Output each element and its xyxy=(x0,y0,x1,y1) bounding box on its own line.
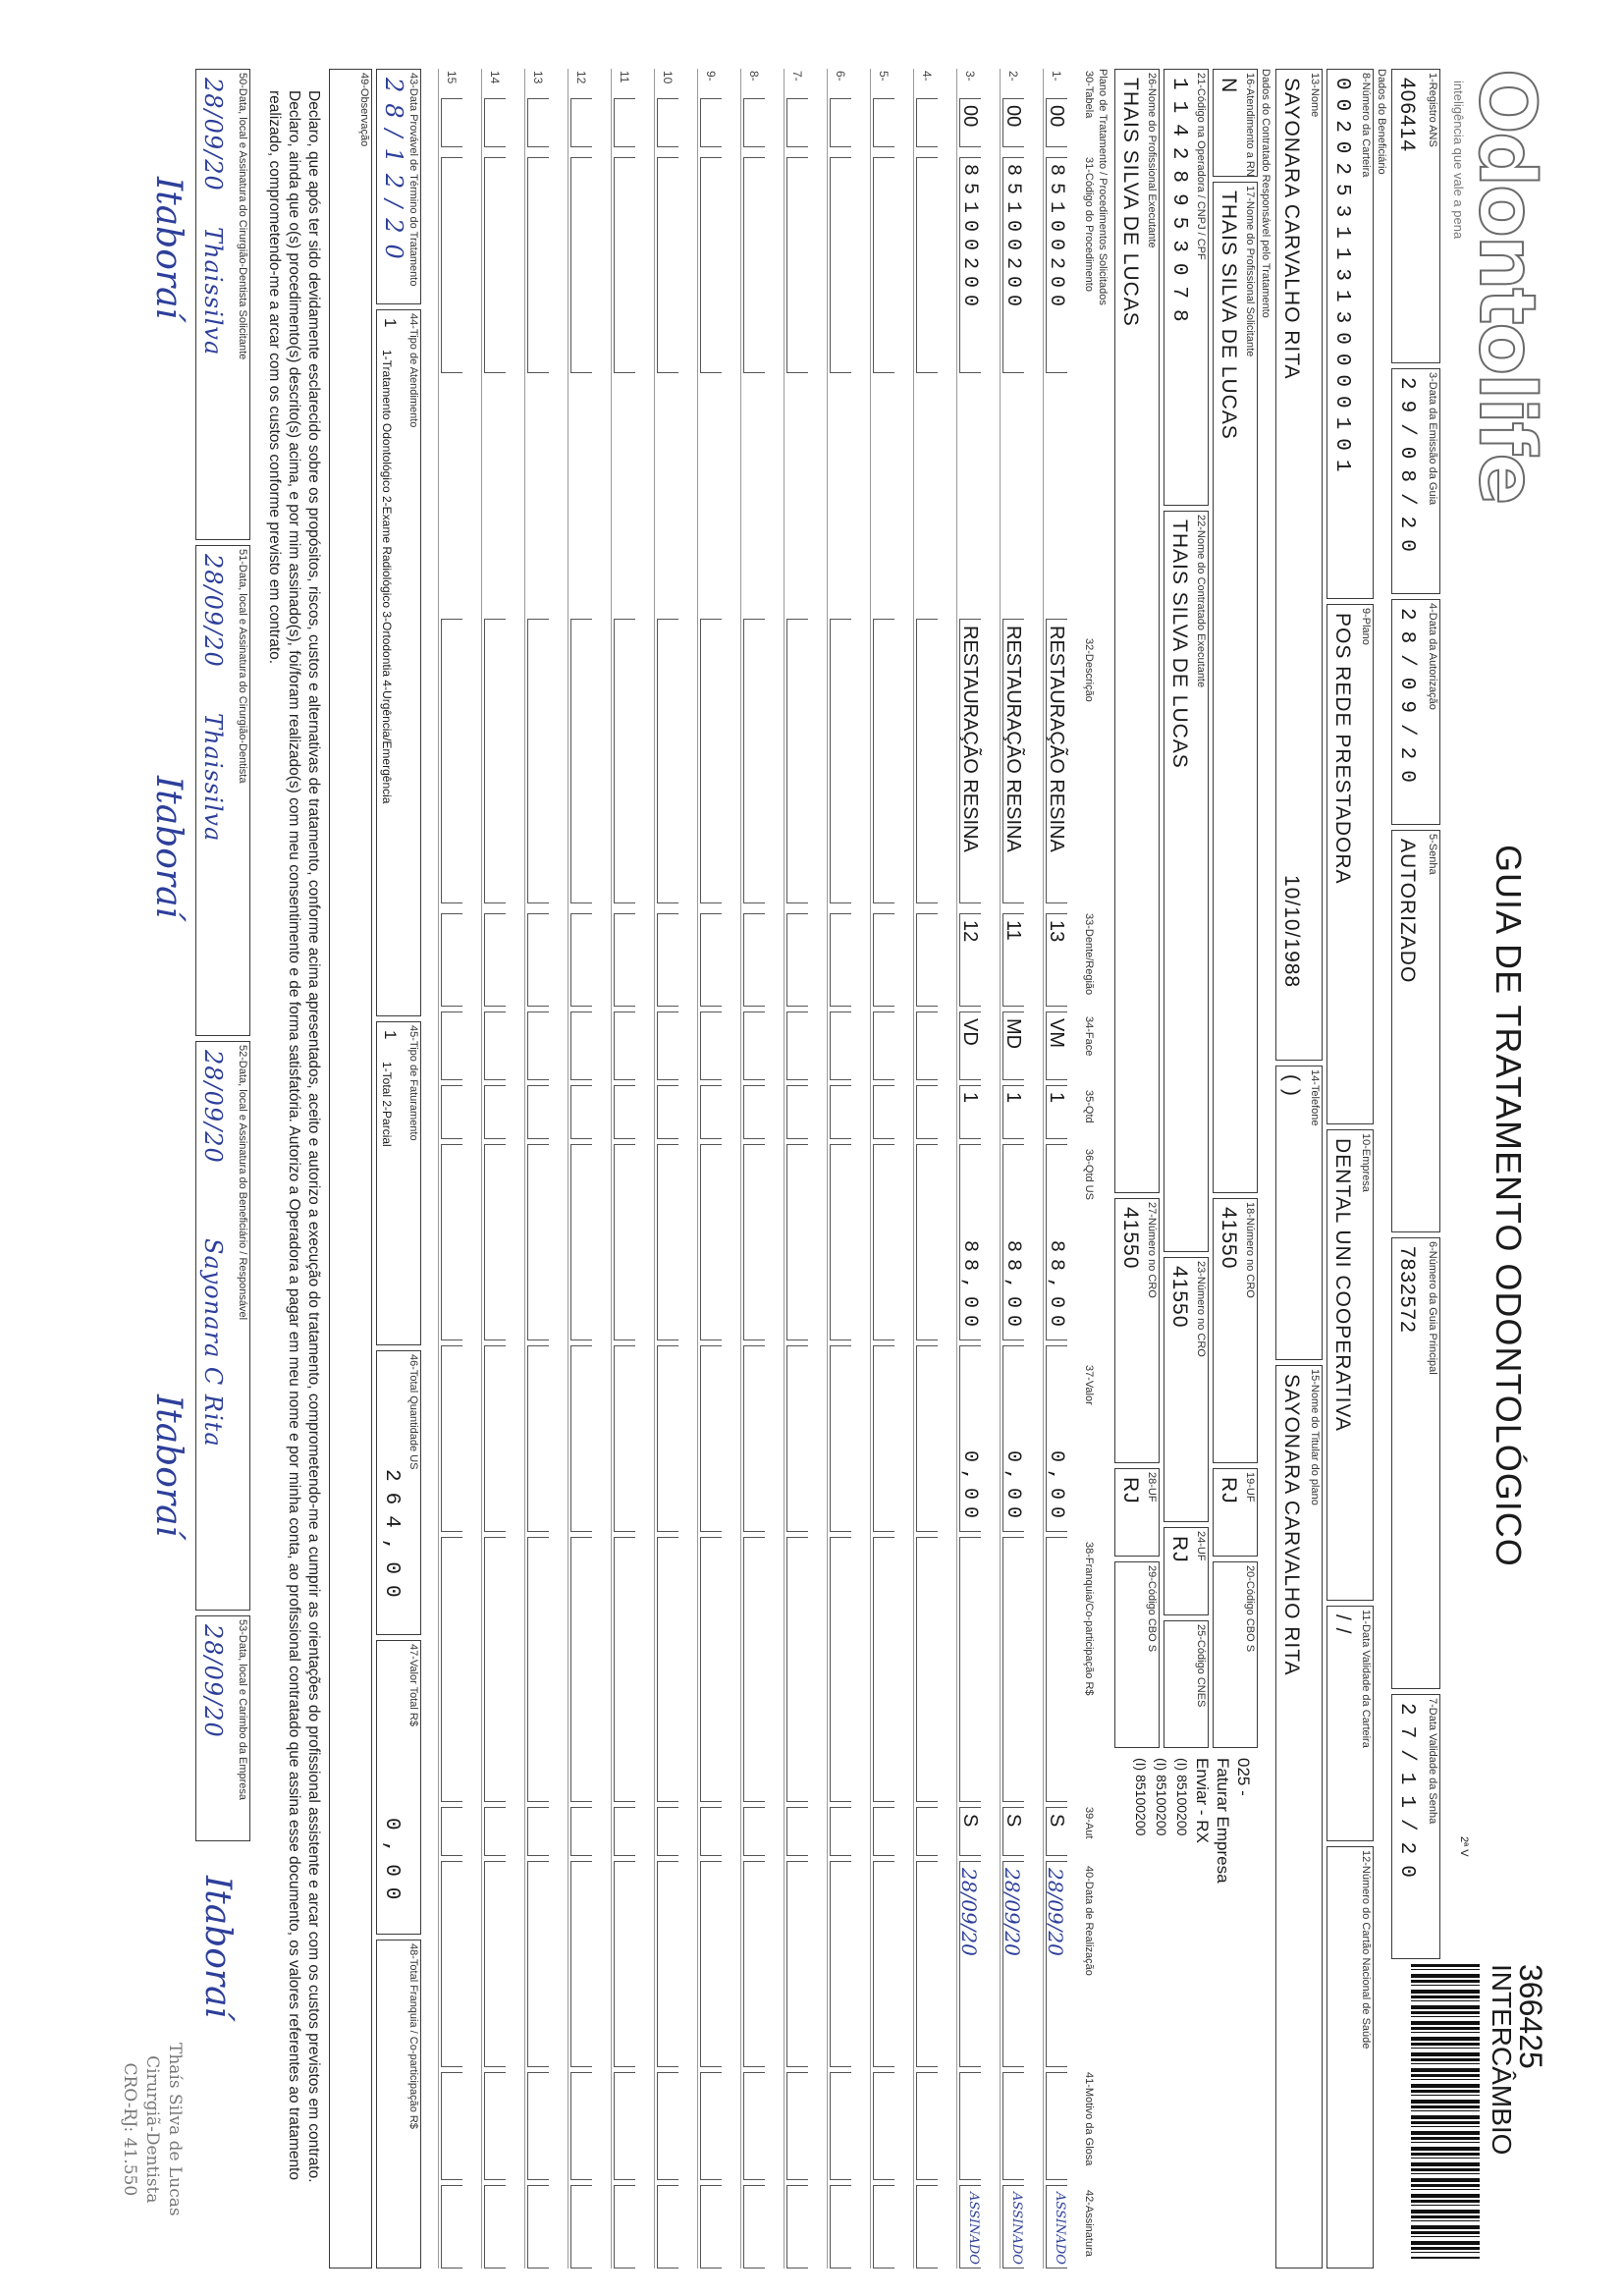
row-number: 14 xyxy=(488,71,502,84)
table-row xyxy=(740,69,775,2269)
cell-qtd xyxy=(484,1085,506,1139)
plano-field: 9-Plano POS REDE PRESTADORA xyxy=(1326,604,1374,1124)
cell-us xyxy=(527,1144,549,1340)
cell-descricao xyxy=(873,619,894,903)
cell-tabela xyxy=(743,98,765,147)
row-number: 11 xyxy=(618,71,631,83)
cell-qtd: 1 xyxy=(1046,1085,1067,1139)
cell-face xyxy=(873,1011,894,1080)
cell-assinatura xyxy=(570,2185,592,2269)
cell-glosa xyxy=(484,2072,506,2180)
validade-senha-field: 7-Data Validade da Senha 27/11/20 xyxy=(1391,1694,1440,1959)
cell-assinatura xyxy=(873,2185,894,2269)
cell-face xyxy=(614,1011,635,1080)
cell-aut xyxy=(570,1807,592,1856)
logo-text: Odontolife xyxy=(1462,69,1550,504)
handwritten-place: Itaboraí xyxy=(148,1394,189,1538)
barcode xyxy=(1411,1964,1480,2259)
row-number: 8- xyxy=(747,71,761,82)
dados-contratado-heading: Dados do Contratado Responsável pelo Tratamento xyxy=(1260,69,1272,318)
cell-codigo xyxy=(441,157,462,373)
row-number: 9- xyxy=(704,71,718,82)
cell-valor xyxy=(873,1345,894,1532)
cell-descricao xyxy=(700,619,722,903)
table-row xyxy=(784,69,818,2269)
row-number: 5- xyxy=(877,71,891,82)
total-us-field: 46-Total Quantidade US 264,00 xyxy=(376,1350,421,1635)
cell-face xyxy=(700,1011,722,1080)
cell-franq xyxy=(657,1537,678,1802)
cell-codigo xyxy=(916,157,938,373)
cell-franq xyxy=(743,1537,765,1802)
cell-dente xyxy=(570,913,592,1007)
cell-tabela xyxy=(700,98,722,147)
cell-aut xyxy=(743,1807,765,1856)
dentist-stamp: Thaís Silva de Lucas Cirurgiã-Dentista CRO-RJ: 41.550 xyxy=(120,2043,185,2216)
row-number: 2- xyxy=(1006,71,1020,82)
cell-face: MD xyxy=(1002,1011,1024,1080)
cell-data xyxy=(743,1861,765,2067)
cell-dente xyxy=(786,913,808,1007)
data-autorizacao-field: 4-Data da Autorização 28/09/20 xyxy=(1391,599,1440,825)
sig52-signature: Sayonara C Rita xyxy=(199,1238,227,1448)
intercambio-label: INTERCÂMBIO xyxy=(1487,1964,1517,2156)
uf-solicitante-field: 19-UF RJ xyxy=(1213,1468,1258,1557)
cell-us xyxy=(657,1144,678,1340)
cell-dente: 12 xyxy=(959,913,981,1007)
note-line: Enviar - RX xyxy=(1193,1758,1212,1843)
cell-tabela xyxy=(873,98,894,147)
sig51-signature: Thaissilva xyxy=(199,713,227,843)
cell-us xyxy=(484,1144,506,1340)
cell-codigo xyxy=(614,157,635,373)
cell-us xyxy=(743,1144,765,1340)
cell-codigo: 85100200 xyxy=(1046,157,1067,373)
cell-face xyxy=(527,1011,549,1080)
cell-face xyxy=(570,1011,592,1080)
empresa-field: 10-Empresa DENTAL UNI COOPERATIVA xyxy=(1326,1129,1374,1601)
cell-franq xyxy=(1046,1537,1067,1802)
cell-us xyxy=(873,1144,894,1340)
cell-data: 28/09/20 xyxy=(1046,1861,1067,2067)
guia-number: 366425 xyxy=(1513,1964,1548,2069)
guia-principal-field: 6-Número da Guia Principal 7832572 xyxy=(1391,1237,1440,1689)
cell-aut: S xyxy=(959,1807,981,1856)
contratado-executante-field: 22-Nome do Contratado Executante THAIS SILVA DE LUCAS xyxy=(1164,511,1209,1252)
sig52-box: 52-Data, local e Assinatura do Beneficiário / Responsável 28/09/20 Sayonara C Rita xyxy=(195,1041,250,1611)
sig51-box: 51-Data, local e Assinatura do Cirurgião-Dentista 28/09/20 Thaissilva xyxy=(195,545,250,1036)
cell-assinatura: ASSINADO xyxy=(1002,2185,1024,2269)
cell-qtd xyxy=(441,1085,462,1139)
treatment-guide-form xyxy=(115,69,1548,2269)
cell-franq xyxy=(700,1537,722,1802)
table-row xyxy=(913,69,947,2269)
cell-codigo xyxy=(484,157,506,373)
table-row xyxy=(697,69,731,2269)
cell-dente xyxy=(657,913,678,1007)
cell-assinatura xyxy=(441,2185,462,2269)
table-row xyxy=(568,69,602,2269)
cell-assinatura xyxy=(484,2185,506,2269)
cell-descricao xyxy=(484,619,506,903)
cell-tabela xyxy=(614,98,635,147)
cartao-nacional-field: 12-Número do Cartão Nacional de Saúde xyxy=(1326,1846,1374,2269)
cell-assinatura xyxy=(527,2185,549,2269)
cell-codigo xyxy=(830,157,851,373)
cell-franq xyxy=(786,1537,808,1802)
cell-codigo xyxy=(570,157,592,373)
cell-franq xyxy=(441,1537,462,1802)
cell-aut: S xyxy=(1046,1807,1067,1856)
cell-tabela xyxy=(786,98,808,147)
cell-aut xyxy=(873,1807,894,1856)
telefone-field: 14-Telefone ( ) xyxy=(1275,1066,1323,1360)
cell-data xyxy=(786,1861,808,2067)
cell-glosa xyxy=(1002,2072,1024,2180)
table-row xyxy=(956,69,991,2269)
cell-data xyxy=(614,1861,635,2067)
cell-tabela xyxy=(830,98,851,147)
cell-qtd xyxy=(570,1085,592,1139)
cell-data xyxy=(700,1861,722,2067)
cell-tabela: 00 xyxy=(959,98,981,147)
table-row xyxy=(481,69,515,2269)
cell-valor xyxy=(527,1345,549,1532)
cell-glosa xyxy=(700,2072,722,2180)
cell-valor xyxy=(614,1345,635,1532)
cell-face xyxy=(441,1011,462,1080)
handwritten-place: Itaboraí xyxy=(148,177,189,320)
cell-face xyxy=(743,1011,765,1080)
cell-franq xyxy=(916,1537,938,1802)
cell-franq xyxy=(527,1537,549,1802)
data-termino-field: 43-Data Provável de Término do Tratamento 28/12/20 xyxy=(376,69,421,304)
nome-field: 13-Nome SAYONARA CARVALHO RITA 10/10/1988 xyxy=(1275,69,1323,1061)
cell-descricao xyxy=(441,619,462,903)
page-mark: 2ª V xyxy=(1458,1836,1470,1857)
table-row xyxy=(654,69,688,2269)
cell-qtd xyxy=(916,1085,938,1139)
sig51-date: 28/09/20 xyxy=(199,554,227,668)
codigo-operadora-field: 21-Código na Operadora / CNPJ / CPF 11428953078 xyxy=(1164,69,1209,506)
cell-descricao: RESTAURAÇÃO RESINA xyxy=(1046,619,1067,903)
cell-tabela xyxy=(916,98,938,147)
cell-valor: 0,00 xyxy=(959,1345,981,1532)
cell-tabela xyxy=(441,98,462,147)
tipo-atendimento-field: 44-Tipo de Atendimento 1 1-Tratamento Odontológico 2-Exame Radiológico 3-Ortodontia 4-Urgência/Emergência xyxy=(376,309,421,1016)
cell-face: VM xyxy=(1046,1011,1067,1080)
cell-tabela: 00 xyxy=(1046,98,1067,147)
cell-franq xyxy=(614,1537,635,1802)
cell-qtd xyxy=(657,1085,678,1139)
cell-us: 88,00 xyxy=(959,1144,981,1340)
dados-beneficiario-heading: Dados do Beneficiário xyxy=(1376,69,1387,175)
cell-codigo: 85100200 xyxy=(1002,157,1024,373)
cell-us: 88,00 xyxy=(1046,1144,1067,1340)
cell-aut: S xyxy=(1002,1807,1024,1856)
note-line: 025 - xyxy=(1234,1758,1253,1796)
table-row xyxy=(524,69,559,2269)
cell-assinatura xyxy=(743,2185,765,2269)
cell-face xyxy=(916,1011,938,1080)
sig50-box: 50-Data, local e Assinatura do Cirurgião-Dentista Solicitante 28/09/20 Thaissilva xyxy=(195,69,250,540)
cell-descricao xyxy=(830,619,851,903)
row-number: 15 xyxy=(445,71,459,84)
cell-us xyxy=(614,1144,635,1340)
cell-qtd xyxy=(527,1085,549,1139)
cell-valor: 0,00 xyxy=(1046,1345,1067,1532)
sig53-box: 53-Data, local e Carimbo da Empresa 28/09/20 xyxy=(195,1615,250,1841)
valor-total-field: 47-Valor Total R$ 0,00 xyxy=(376,1640,421,1935)
observacao-field: 49-Observação xyxy=(329,69,372,2269)
cell-descricao xyxy=(786,619,808,903)
cell-data xyxy=(873,1861,894,2067)
row-number: 13 xyxy=(531,71,545,84)
cro-solicitante-field: 18-Número no CRO 41550 xyxy=(1213,1198,1258,1463)
cell-qtd xyxy=(614,1085,635,1139)
note-line: Faturar Empresa xyxy=(1214,1758,1232,1884)
cell-glosa xyxy=(743,2072,765,2180)
cell-dente xyxy=(916,913,938,1007)
handwritten-place: Itaboraí xyxy=(148,776,189,919)
cell-dente xyxy=(830,913,851,1007)
declaration-text: Declaro, que após ter sido devidamente esclarecido sobre os propósitos, riscos, custos e alternativas de tratamento, conforme acima apresentados, aceito e autorizo a execução do tratamento, comprometendo-me a cumprir as orientações do profissional assistente e arcar com os custos previstos em contrato. Declaro, ainda que o(s) procedimento(s) descrito(s) acima, e por mim assinado(s), foi/foram realizado(s) com meu consentimento e de forma satisfatória. Autorizo a Operadora a pagar em meu nome e por minha conta, ao profissional contratado que assina esse documento, os valores referentes ao tratamento realizado, comprometendo-me a arcar com os custos conforme previsto em contrato. xyxy=(266,90,322,2183)
cell-dente xyxy=(743,913,765,1007)
sig53-date: 28/09/20 xyxy=(199,1624,227,1738)
cell-franq xyxy=(570,1537,592,1802)
cell-descricao xyxy=(657,619,678,903)
cell-dente xyxy=(873,913,894,1007)
cell-face xyxy=(484,1011,506,1080)
cell-data: 28/09/20 xyxy=(1002,1861,1024,2067)
page-title: GUIA DE TRATAMENTO ODONTOLÓGICO xyxy=(1489,845,1529,1567)
cell-valor: 0,00 xyxy=(1002,1345,1024,1532)
cell-aut xyxy=(527,1807,549,1856)
note-line: (I) 85100200 xyxy=(1174,1758,1190,1836)
cell-dente xyxy=(441,913,462,1007)
cell-glosa xyxy=(527,2072,549,2180)
table-row xyxy=(870,69,904,2269)
cell-aut xyxy=(484,1807,506,1856)
cell-data xyxy=(441,1861,462,2067)
cell-franq xyxy=(830,1537,851,1802)
cro-contratado-field: 23-Número no CRO 41550 xyxy=(1164,1257,1209,1522)
cell-data xyxy=(830,1861,851,2067)
cell-descricao xyxy=(527,619,549,903)
cell-codigo xyxy=(657,157,678,373)
procedures-table-header: 30-Tabela 31-Código do Procedimento 32-Descrição 33-Dente/Região 34-Face 35-Qtd 36-Qtd US 37-Valor 38-Franquia/Co-participação R$ 39-Aut 40-Data de Realização 41-Motivo da Glosa 42-Assinatura xyxy=(1083,71,1095,2257)
cell-aut xyxy=(786,1807,808,1856)
cell-aut xyxy=(441,1807,462,1856)
cell-glosa xyxy=(441,2072,462,2180)
cell-franq xyxy=(1002,1537,1024,1802)
cell-face: VD xyxy=(959,1011,981,1080)
cell-glosa xyxy=(873,2072,894,2180)
row-number: 7- xyxy=(790,71,804,82)
cell-assinatura xyxy=(700,2185,722,2269)
cell-us: 88,00 xyxy=(1002,1144,1024,1340)
cell-valor xyxy=(916,1345,938,1532)
cell-tabela xyxy=(570,98,592,147)
cell-data xyxy=(570,1861,592,2067)
titular-field: 15-Nome do Titular do plano SAYONARA CARVALHO RITA xyxy=(1275,1365,1323,2269)
cell-assinatura xyxy=(830,2185,851,2269)
logo xyxy=(1440,69,1548,540)
cell-glosa xyxy=(657,2072,678,2180)
row-number: 4- xyxy=(920,71,934,82)
row-number: 10 xyxy=(661,71,675,84)
cell-dente: 13 xyxy=(1046,913,1067,1007)
cell-face xyxy=(657,1011,678,1080)
cell-glosa xyxy=(830,2072,851,2180)
cell-valor xyxy=(830,1345,851,1532)
cell-dente xyxy=(614,913,635,1007)
cell-aut xyxy=(830,1807,851,1856)
cell-tabela xyxy=(527,98,549,147)
cell-descricao xyxy=(743,619,765,903)
cell-codigo xyxy=(873,157,894,373)
atendimento-rn-field: 16-Atendimento a RN N xyxy=(1213,69,1258,177)
cell-dente xyxy=(484,913,506,1007)
cell-data xyxy=(527,1861,549,2067)
cell-aut xyxy=(614,1807,635,1856)
table-row xyxy=(1000,69,1034,2269)
cell-descricao xyxy=(614,619,635,903)
cell-aut xyxy=(700,1807,722,1856)
cbo-solicitante-field: 20-Código CBO S xyxy=(1213,1561,1258,1748)
cell-glosa xyxy=(570,2072,592,2180)
sig50-date: 28/09/20 xyxy=(199,78,227,191)
profissional-executante-field: 26-Nome do Profissional Executante THAIS SILVA DE LUCAS xyxy=(1114,69,1160,1193)
cell-qtd xyxy=(830,1085,851,1139)
cell-codigo xyxy=(786,157,808,373)
note-line: (I) 85100200 xyxy=(1154,1758,1169,1836)
table-row xyxy=(438,69,472,2269)
cell-aut xyxy=(916,1807,938,1856)
cell-data: 28/09/20 xyxy=(959,1861,981,2067)
procedures-heading: Plano de Tratamento / Procedimentos Solicitados xyxy=(1097,69,1109,305)
cell-tabela: 00 xyxy=(1002,98,1024,147)
cell-descricao xyxy=(916,619,938,903)
cell-tabela xyxy=(657,98,678,147)
table-row xyxy=(611,69,645,2269)
cell-assinatura: ASSINADO xyxy=(959,2185,981,2269)
row-number: 3- xyxy=(963,71,977,82)
uf-executante-field: 28-UF RJ xyxy=(1114,1468,1160,1557)
cell-us xyxy=(830,1144,851,1340)
cell-codigo xyxy=(700,157,722,373)
cell-valor xyxy=(743,1345,765,1532)
cell-data xyxy=(484,1861,506,2067)
cell-descricao: RESTAURAÇÃO RESINA xyxy=(1002,619,1024,903)
cell-us xyxy=(441,1144,462,1340)
cell-tabela xyxy=(484,98,506,147)
cell-valor xyxy=(484,1345,506,1532)
cell-qtd xyxy=(873,1085,894,1139)
total-franquia-field: 48-Total Franquia / Co-participação R$ xyxy=(376,1940,421,2269)
cell-glosa xyxy=(614,2072,635,2180)
sig52-date: 28/09/20 xyxy=(199,1050,227,1164)
cell-qtd xyxy=(786,1085,808,1139)
cell-qtd: 1 xyxy=(1002,1085,1024,1139)
cell-assinatura: ASSINADO xyxy=(1046,2185,1067,2269)
cell-valor xyxy=(441,1345,462,1532)
cell-codigo xyxy=(527,157,549,373)
cell-us xyxy=(916,1144,938,1340)
uf-contratado-field: 24-UF RJ xyxy=(1164,1527,1209,1615)
cell-glosa xyxy=(1046,2072,1067,2180)
senha-field: 5-Senha AUTORIZADO xyxy=(1391,830,1440,1232)
cell-dente: 11 xyxy=(1002,913,1024,1007)
nascimento-value: 10/10/1988 xyxy=(1280,875,1303,989)
cnes-field: 25-Código CNES xyxy=(1164,1620,1209,1748)
sig50-signature: Thaissilva xyxy=(199,227,227,356)
cell-qtd xyxy=(743,1085,765,1139)
cro-executante-field: 27-Número no CRO 41550 xyxy=(1114,1198,1160,1463)
data-emissao-field: 3-Data da Emissão da Guia 29/08/20 xyxy=(1391,368,1440,594)
cell-valor xyxy=(700,1345,722,1532)
cell-descricao xyxy=(570,619,592,903)
table-row xyxy=(1043,69,1077,2269)
cell-face xyxy=(786,1011,808,1080)
logo-slogan: inteligência que vale a pena xyxy=(1451,81,1466,240)
cell-glosa xyxy=(786,2072,808,2180)
row-number: 12 xyxy=(574,71,588,84)
cell-valor xyxy=(786,1345,808,1532)
cell-descricao: RESTAURAÇÃO RESINA xyxy=(959,619,981,903)
cell-franq xyxy=(484,1537,506,1802)
cell-us xyxy=(700,1144,722,1340)
cell-us xyxy=(570,1144,592,1340)
registro-ans-field: 1-Registro ANS 406414 xyxy=(1391,69,1440,363)
tipo-faturamento-field: 45-Tipo de Faturamento 1 1-Total 2-Parcial xyxy=(376,1021,421,1345)
cell-qtd xyxy=(700,1085,722,1139)
row-number: 6- xyxy=(834,71,847,82)
cell-qtd: 1 xyxy=(959,1085,981,1139)
cell-dente xyxy=(527,913,549,1007)
cell-assinatura xyxy=(614,2185,635,2269)
row-number: 1- xyxy=(1050,71,1063,82)
table-row xyxy=(827,69,861,2269)
cell-codigo xyxy=(743,157,765,373)
numero-carteira-field: 8-Número da Carteira 0020253113130000101 xyxy=(1326,69,1374,599)
cell-assinatura xyxy=(786,2185,808,2269)
cell-codigo: 85100200 xyxy=(959,157,981,373)
profissional-solicitante-field: 17-Nome do Profissional Solicitante THAIS SILVA DE LUCAS xyxy=(1213,182,1258,1193)
cell-assinatura xyxy=(657,2185,678,2269)
cell-valor xyxy=(657,1345,678,1532)
note-line: (I) 85100200 xyxy=(1133,1758,1149,1836)
cell-assinatura xyxy=(916,2185,938,2269)
notes-block xyxy=(1116,1758,1254,1964)
cell-aut xyxy=(657,1807,678,1856)
cell-glosa xyxy=(959,2072,981,2180)
cell-us xyxy=(786,1144,808,1340)
cell-face xyxy=(830,1011,851,1080)
cell-data xyxy=(916,1861,938,2067)
cell-data xyxy=(657,1861,678,2067)
cell-franq xyxy=(959,1537,981,1802)
cell-glosa xyxy=(916,2072,938,2180)
company-signature: Itaboraí xyxy=(197,1876,238,2019)
cell-franq xyxy=(873,1537,894,1802)
cell-valor xyxy=(570,1345,592,1532)
validade-carteira-field: 11-Data Validade da Carteira / / xyxy=(1326,1606,1374,1841)
cell-dente xyxy=(700,913,722,1007)
cbo-executante-field: 29-Código CBO S xyxy=(1114,1561,1160,1748)
